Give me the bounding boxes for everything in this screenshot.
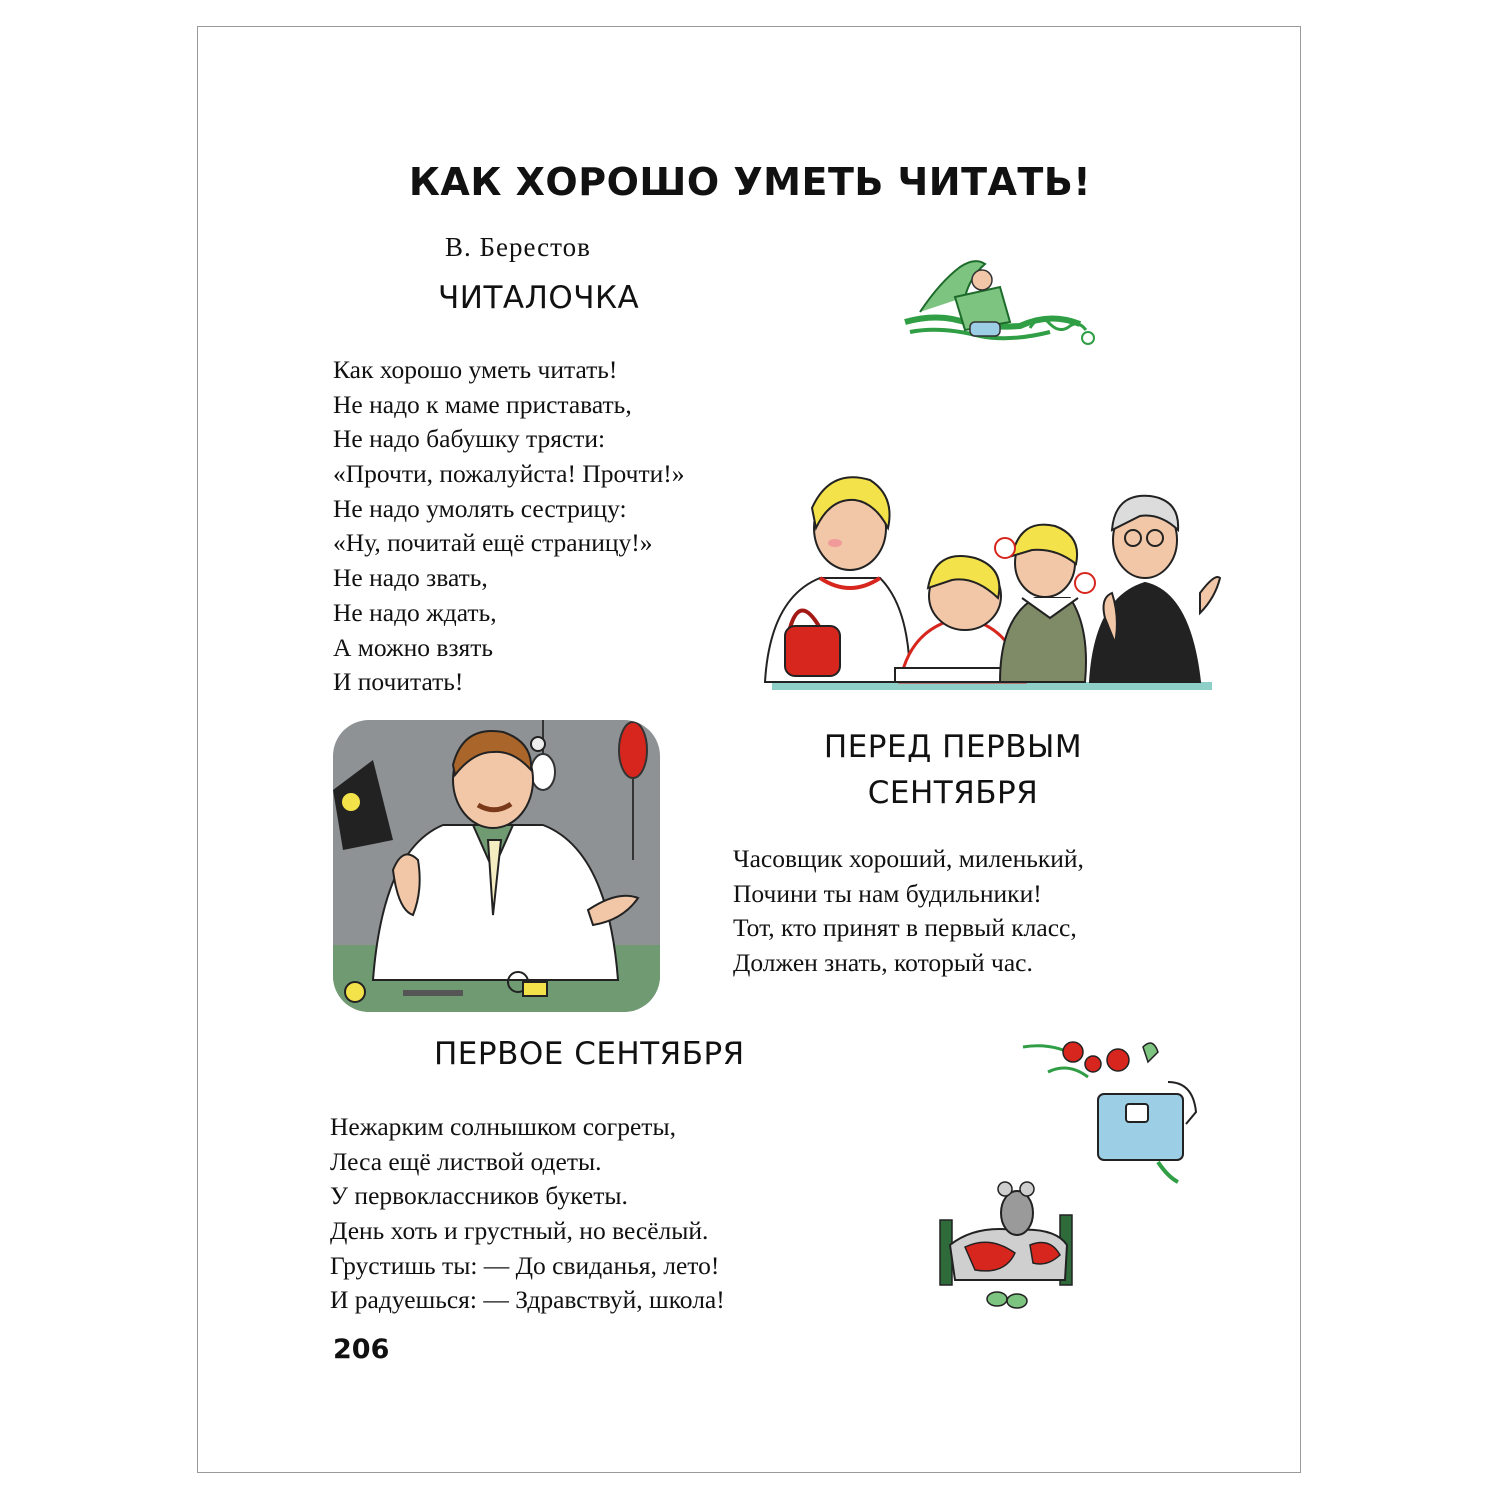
- mouse-on-chair-illustration: [935, 1175, 1085, 1315]
- poem-pered-pervym-text: [733, 842, 1084, 981]
- page-number: 206: [333, 1334, 390, 1365]
- school-bag-illustration: [1018, 1032, 1203, 1182]
- poem-line: Часовщик хороший, миленький,: [733, 844, 1084, 873]
- poem-pervoe-sentyabrya-text: [330, 1110, 725, 1318]
- poem-title-pervoe-sentyabrya: ПЕРВОЕ СЕНТЯБРЯ: [434, 1036, 745, 1072]
- poem-chitalochka-text: [333, 353, 684, 700]
- poem-line: Не надо ждать,: [333, 597, 497, 627]
- poem-line: У первоклассников букеты.: [330, 1181, 628, 1211]
- poem-line: Почини ты нам будильники!: [733, 878, 1042, 908]
- poem-line: Не надо умолять сестрицу:: [333, 493, 627, 523]
- gnome-reading-illustration: [900, 252, 1100, 352]
- poem-title-chitalochka: ЧИТАЛОЧКА: [438, 280, 640, 316]
- poem-line: Не надо бабушку трясти:: [333, 424, 606, 454]
- poem-line: И почитать!: [333, 667, 464, 697]
- poem-line: Леса ещё листвой одеты.: [330, 1146, 602, 1176]
- poem-line: Как хорошо уметь читать!: [333, 355, 618, 384]
- poem-line: День хоть и грустный, но весёлый.: [330, 1216, 709, 1246]
- poem-line: Не надо к маме приставать,: [333, 389, 632, 419]
- poem-line: «Ну, почитай ещё страницу!»: [333, 528, 653, 558]
- title-line: ПЕРЕД ПЕРВЫМ: [823, 729, 1083, 765]
- poem-line: Нежарким солнышком согреты,: [330, 1112, 676, 1141]
- poem-line: Должен знать, который час.: [733, 948, 1033, 978]
- poem-author: В. Берестов: [445, 232, 591, 262]
- poem-line: Тот, кто принят в первый класс,: [733, 913, 1077, 943]
- poem-line: И радуешься: — Здравствуй, школа!: [330, 1285, 725, 1315]
- poem-title-pered-pervym-sentyabrya: [780, 724, 1126, 816]
- poem-line: Не надо звать,: [333, 563, 488, 593]
- watchmaker-illustration: [333, 720, 660, 1012]
- poem-line: А можно взять: [333, 632, 494, 662]
- poem-line: Грустишь ты: — До свиданья, лето!: [330, 1250, 720, 1280]
- family-reading-illustration: [760, 468, 1212, 694]
- poem-line: «Прочти, пожалуйста! Прочти!»: [333, 459, 685, 489]
- title-line: СЕНТЯБРЯ: [867, 775, 1039, 811]
- page-title: КАК ХОРОШО УМЕТЬ ЧИТАТЬ!: [408, 160, 1092, 204]
